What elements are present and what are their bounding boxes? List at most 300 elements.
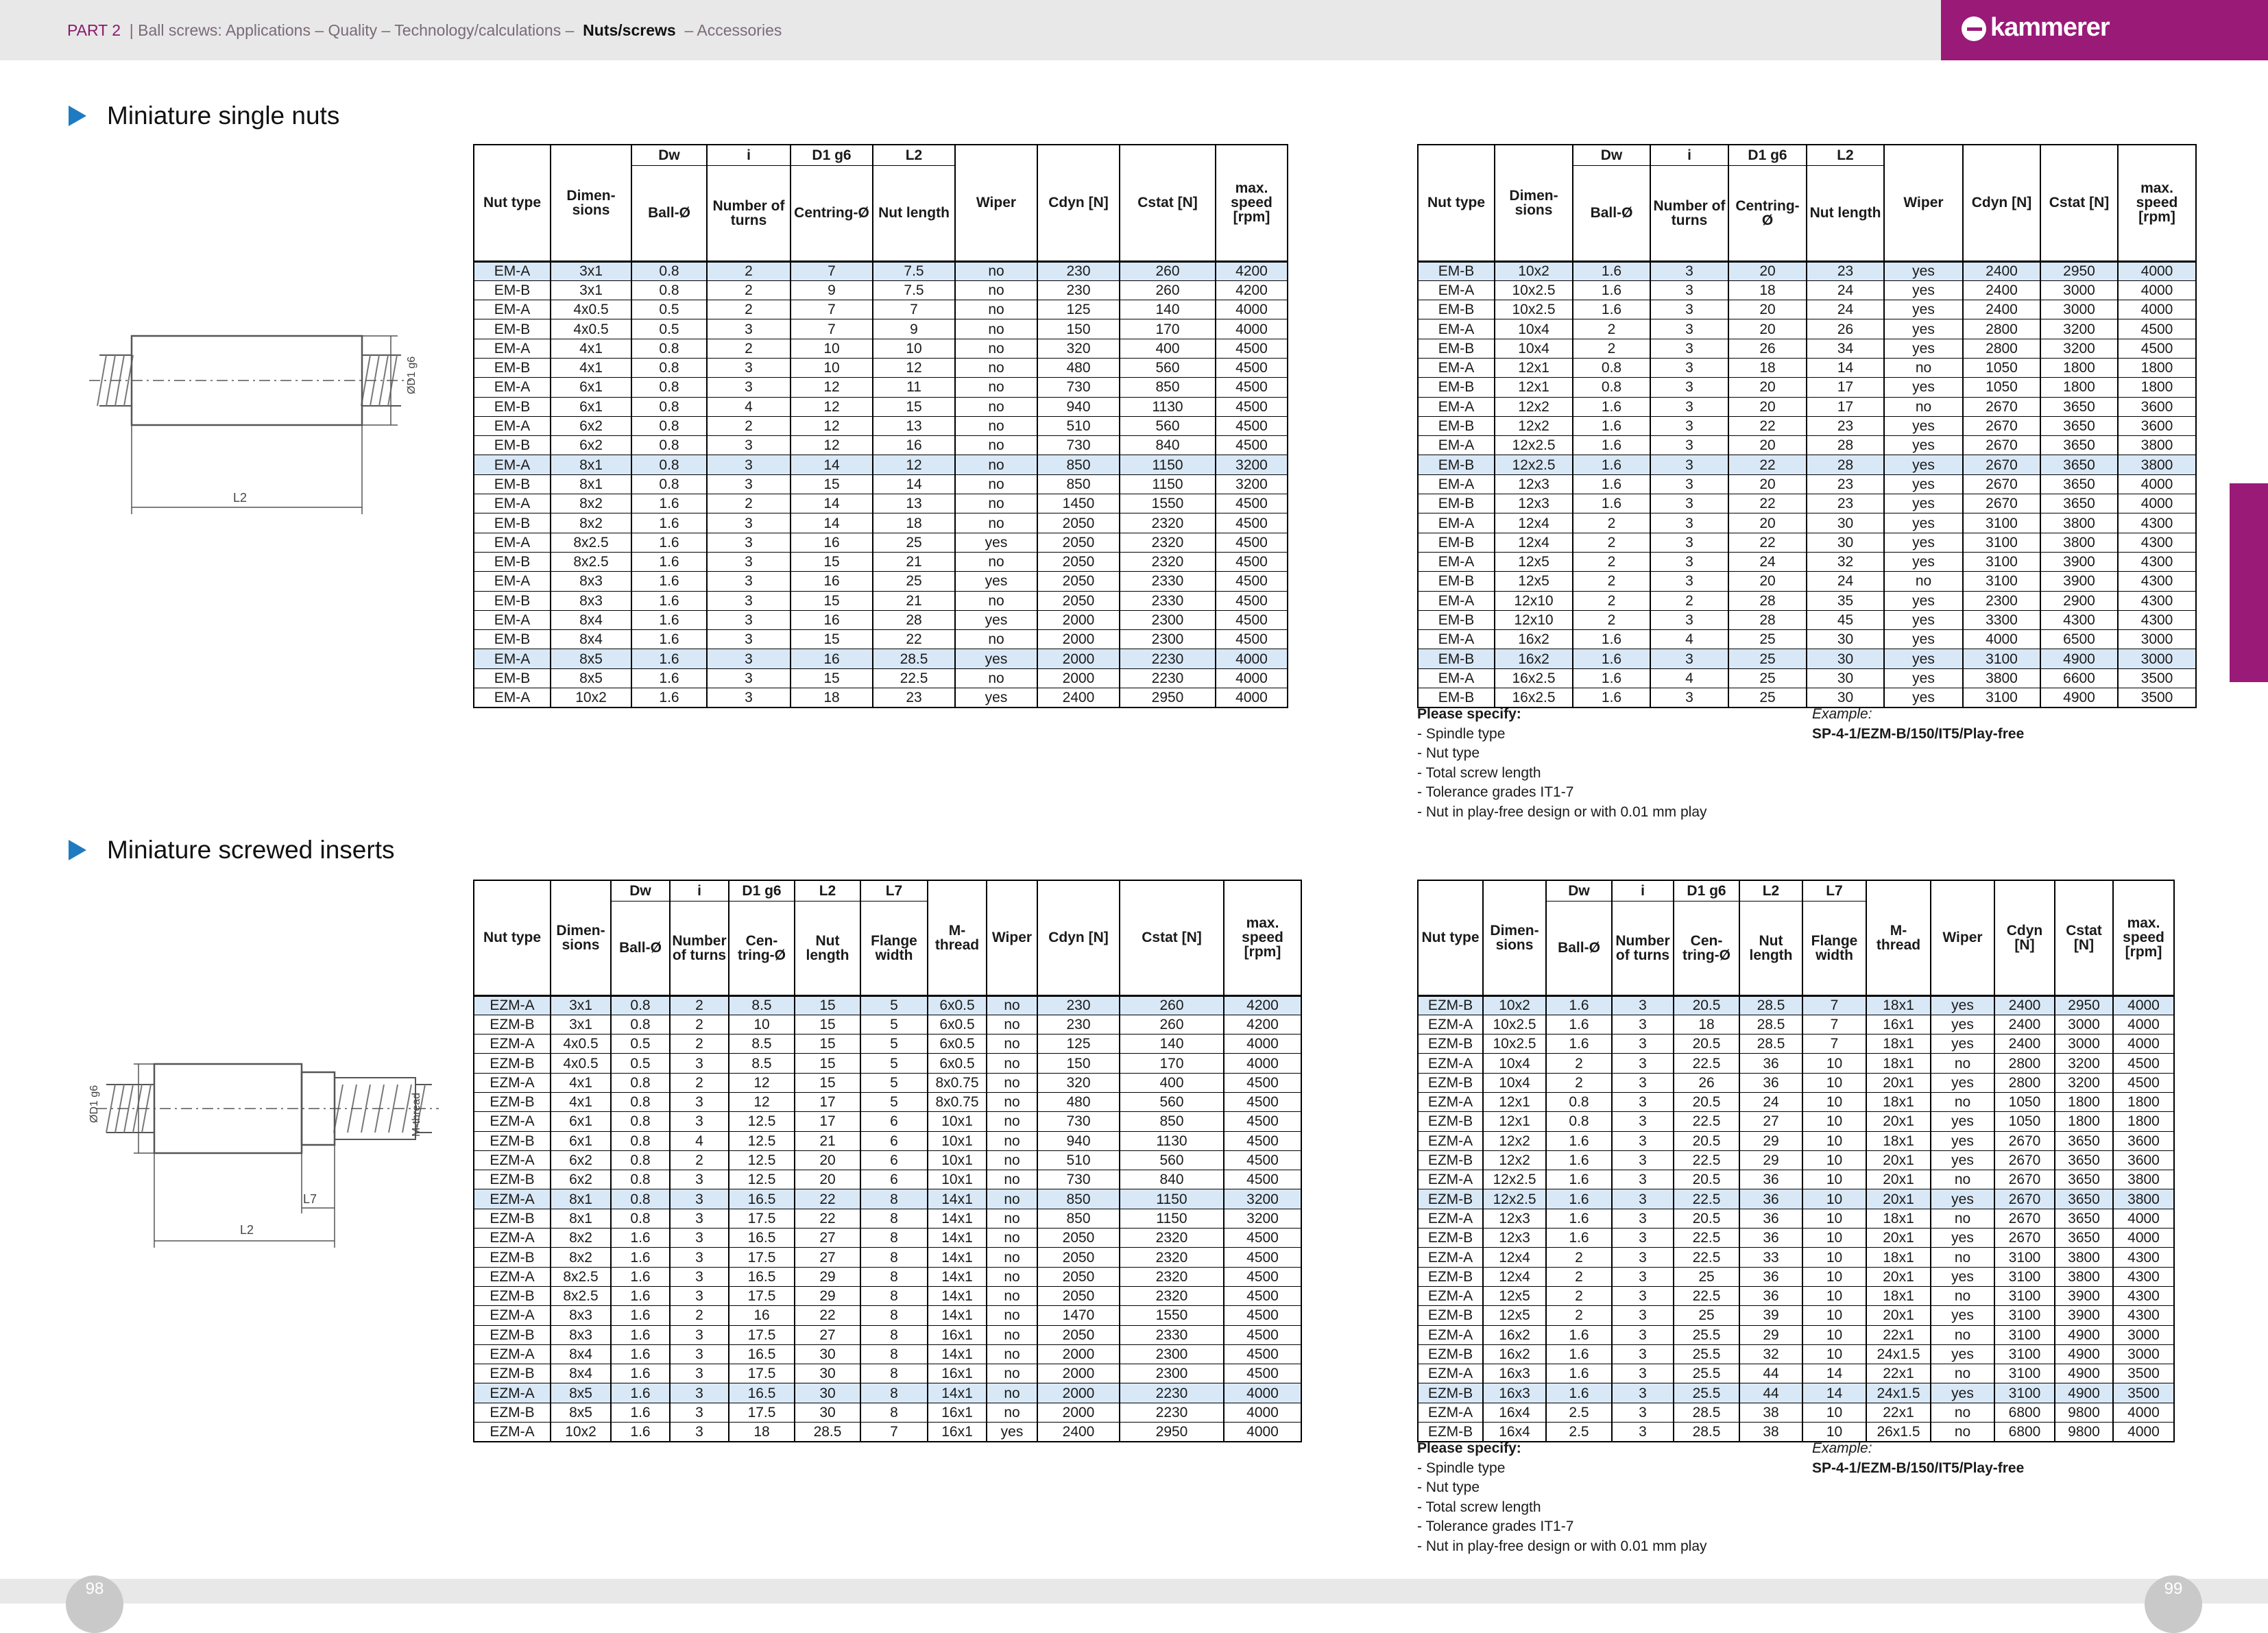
table-cell: 6x2	[551, 436, 631, 455]
table-cell: 10x4	[1483, 1073, 1546, 1092]
table-cell: 6	[860, 1170, 928, 1189]
th-cdyn: Cdyn [N]	[1037, 880, 1120, 995]
table-cell: 3200	[1216, 474, 1288, 494]
table-row	[1418, 1306, 2174, 1325]
table-cell: 15	[791, 474, 873, 494]
table-cell: 1050	[1994, 1112, 2055, 1131]
table-cell: 6x2	[551, 1170, 611, 1189]
table-cell: 2950	[1120, 1423, 1224, 1442]
table-cell: 4500	[1216, 494, 1288, 513]
table-row	[1418, 533, 2196, 552]
table-cell: yes	[955, 649, 1037, 668]
table-cell: 2400	[1963, 280, 2040, 300]
table-cell: 3900	[2055, 1286, 2113, 1305]
th-wiper: Wiper	[1931, 880, 1994, 995]
table-cell: 12x1	[1495, 378, 1573, 397]
table-cell: 23	[1807, 494, 1884, 513]
table-row	[474, 1383, 1301, 1403]
table-cell: 4x1	[551, 358, 631, 377]
table-cell: EM-B	[1418, 688, 1495, 707]
table-cell: EZM-B	[474, 1054, 551, 1073]
table-row	[1418, 397, 2196, 416]
table-cell: EM-B	[474, 591, 551, 610]
table-cell: 12	[791, 436, 873, 455]
th-sym-l2: L2	[873, 145, 955, 165]
table-cell: 16x4	[1483, 1423, 1546, 1442]
table-cell: 22	[795, 1306, 860, 1325]
table-cell: 2	[1573, 610, 1650, 629]
table-cell: 2330	[1120, 1325, 1224, 1344]
table-cell: EM-B	[474, 436, 551, 455]
table-cell: 2	[670, 1073, 729, 1092]
table-cell: 25.5	[1674, 1325, 1739, 1344]
table-cell: 2400	[1037, 688, 1120, 707]
section-title-single-nuts: Miniature single nuts	[69, 101, 339, 130]
th-sym-d1: D1 g6	[1674, 880, 1739, 901]
table-row	[474, 1131, 1301, 1150]
table-cell: EM-A	[474, 455, 551, 474]
table-row	[1418, 280, 2196, 300]
table-cell: 2670	[1994, 1229, 2055, 1248]
th-nut-length: Nut length	[1807, 165, 1884, 261]
table-cell: 29	[1739, 1131, 1802, 1150]
table-cell: 17	[1807, 397, 1884, 416]
table-cell: 4500	[1216, 630, 1288, 649]
table-cell: 4000	[1216, 668, 1288, 688]
table-cell: 3	[707, 513, 791, 533]
table-cell: 8	[860, 1209, 928, 1228]
table-cell: 1.6	[1573, 455, 1650, 474]
table-cell: 2230	[1120, 649, 1216, 668]
table-cell: 10x1	[928, 1170, 987, 1189]
table-cell: 29	[795, 1267, 860, 1286]
inserts-table-right	[1417, 880, 2175, 1442]
table-cell: 7	[791, 300, 873, 319]
table-cell: yes	[1931, 1306, 1994, 1325]
table-cell: 4500	[1224, 1267, 1301, 1286]
table-cell: 10	[1802, 1189, 1866, 1209]
table-cell: 3	[670, 1112, 729, 1131]
table-cell: 3	[1650, 416, 1728, 435]
table-cell: 1.6	[611, 1344, 670, 1364]
table-cell: EM-B	[474, 474, 551, 494]
table-cell: 12x5	[1495, 572, 1573, 591]
table-cell: 20	[1728, 474, 1807, 494]
table-cell: 15	[791, 591, 873, 610]
table-row	[474, 1344, 1301, 1364]
table-cell: 6600	[2040, 668, 2118, 688]
table-cell: 22x1	[1866, 1403, 1931, 1422]
table-cell: 3900	[2040, 572, 2118, 591]
table-cell: 17	[1807, 378, 1884, 397]
table-cell: 1.6	[1546, 995, 1612, 1015]
table-cell: 1.6	[1546, 1209, 1612, 1228]
table-cell: 4300	[2040, 610, 2118, 629]
table-cell: 3	[1612, 1209, 1674, 1228]
table-cell: 4900	[2055, 1364, 2113, 1383]
table-cell: 10	[1802, 1306, 1866, 1325]
table-cell: 3100	[1994, 1344, 2055, 1364]
table-cell: 20	[1728, 261, 1807, 280]
table-cell: 2050	[1037, 533, 1120, 552]
th-wiper: Wiper	[955, 145, 1037, 261]
table-cell: no	[987, 1267, 1037, 1286]
table-cell: 3	[670, 1423, 729, 1442]
specify-title: Please specify:	[1417, 706, 1521, 722]
table-cell: 230	[1037, 280, 1120, 300]
table-cell: 7	[791, 261, 873, 280]
th-speed: max. speed [rpm]	[2113, 880, 2174, 995]
table-cell: 3	[670, 1229, 729, 1248]
table-cell: 6x0.5	[928, 1015, 987, 1034]
table-row	[1418, 1131, 2174, 1150]
table-cell: 4x1	[551, 1092, 611, 1111]
table-cell: 3000	[2040, 300, 2118, 319]
table-cell: 3500	[2118, 668, 2196, 688]
table-cell: 12	[791, 397, 873, 416]
table-cell: EZM-B	[1418, 1306, 1483, 1325]
table-cell: no	[987, 1150, 1037, 1170]
table-cell: 1550	[1120, 1306, 1224, 1325]
table-cell: 3	[1650, 572, 1728, 591]
table-cell: 3	[1612, 1092, 1674, 1111]
th-sym-l2: L2	[1807, 145, 1884, 165]
table-cell: 2300	[1120, 1364, 1224, 1383]
table-cell: EM-A	[474, 610, 551, 629]
table-cell: EM-B	[1418, 455, 1495, 474]
table-cell: 4300	[2113, 1267, 2174, 1286]
table-cell: 2050	[1037, 1229, 1120, 1248]
table-cell: 4000	[2113, 1229, 2174, 1248]
table-cell: 14x1	[928, 1286, 987, 1305]
table-cell: 10	[1802, 1054, 1866, 1073]
table-cell: 2000	[1037, 1383, 1120, 1403]
table-cell: 2670	[1994, 1170, 2055, 1189]
table-row	[474, 358, 1288, 377]
table-cell: 6800	[1994, 1423, 2055, 1442]
table-cell: 6	[860, 1131, 928, 1150]
drawing-label-d1: ØD1 g6	[406, 356, 418, 394]
table-cell: 7	[860, 1423, 928, 1442]
table-cell: 2	[707, 261, 791, 280]
table-cell: 0.5	[611, 1054, 670, 1073]
th-sym-l2: L2	[795, 880, 860, 901]
table-cell: EM-A	[474, 339, 551, 358]
table-cell: 2800	[1994, 1073, 2055, 1092]
table-cell: 22x1	[1866, 1364, 1931, 1383]
table-cell: no	[987, 1344, 1037, 1364]
table-row	[1418, 1344, 2174, 1364]
table-cell: 3	[1612, 1054, 1674, 1073]
table-cell: 12.5	[729, 1112, 795, 1131]
table-cell: 16.5	[729, 1267, 795, 1286]
table-cell: 10	[1802, 1423, 1866, 1442]
table-cell: 4900	[2055, 1325, 2113, 1344]
table-cell: 4000	[2113, 1403, 2174, 1422]
table-cell: 18	[873, 513, 955, 533]
table-cell: 840	[1120, 1170, 1224, 1189]
table-cell: 2	[1573, 339, 1650, 358]
table-cell: 2320	[1120, 1286, 1224, 1305]
table-cell: 25.5	[1674, 1344, 1739, 1364]
table-cell: 2670	[1994, 1189, 2055, 1209]
table-cell: 22.5	[1674, 1248, 1739, 1267]
table-cell: EM-B	[474, 319, 551, 339]
table-cell: 4500	[1224, 1248, 1301, 1267]
table-cell: 16.5	[729, 1189, 795, 1209]
table-cell: 4000	[1224, 1423, 1301, 1442]
table-cell: 10x2.5	[1483, 1035, 1546, 1054]
table-cell: 15	[791, 630, 873, 649]
table-cell: 20	[1728, 319, 1807, 339]
table-cell: 8x1	[551, 1189, 611, 1209]
table-cell: yes	[955, 533, 1037, 552]
table-cell: 3	[1612, 1423, 1674, 1442]
table-cell: 3	[670, 1209, 729, 1228]
table-cell: 3	[1650, 378, 1728, 397]
table-cell: 30	[1807, 513, 1884, 533]
table-cell: no	[955, 339, 1037, 358]
table-cell: 20	[1728, 378, 1807, 397]
table-row	[474, 572, 1288, 591]
table-cell: no	[1884, 572, 1963, 591]
table-cell: EZM-B	[1418, 1267, 1483, 1286]
table-cell: 3300	[1963, 610, 2040, 629]
table-cell: 730	[1037, 1170, 1120, 1189]
table-cell: EZM-B	[474, 1209, 551, 1228]
table-row	[474, 1092, 1301, 1111]
th-dimensions: Dimen-sions	[551, 880, 611, 995]
table-row	[474, 610, 1288, 629]
table-row	[474, 474, 1288, 494]
table-cell: 1.6	[611, 1383, 670, 1403]
table-cell: 3	[670, 1170, 729, 1189]
th-sym-l7: L7	[860, 880, 928, 901]
table-cell: yes	[1884, 474, 1963, 494]
table-cell: 260	[1120, 280, 1216, 300]
table-cell: 8x2	[551, 513, 631, 533]
table-cell: EZM-A	[474, 1344, 551, 1364]
table-cell: 3x1	[551, 995, 611, 1015]
table-cell: yes	[1884, 455, 1963, 474]
table-cell: 3650	[2055, 1189, 2113, 1209]
table-cell: 16x4	[1483, 1403, 1546, 1422]
th-cstat: Cstat [N]	[2055, 880, 2113, 995]
table-cell: 6x0.5	[928, 995, 987, 1015]
table-cell: 850	[1037, 455, 1120, 474]
table-cell: 4000	[2113, 995, 2174, 1015]
table-cell: yes	[1884, 552, 1963, 571]
table-cell: 4500	[1224, 1170, 1301, 1189]
table-cell: 0.8	[1573, 378, 1650, 397]
table-row	[474, 300, 1288, 319]
table-cell: 36	[1739, 1054, 1802, 1073]
table-cell: EZM-B	[474, 1403, 551, 1422]
table-cell: 3x1	[551, 1015, 611, 1034]
table-cell: 4000	[2118, 474, 2196, 494]
table-cell: 2050	[1037, 513, 1120, 533]
table-cell: 1.6	[611, 1423, 670, 1442]
table-cell: 0.5	[631, 300, 707, 319]
table-cell: 16x1	[928, 1423, 987, 1442]
table-cell: 21	[795, 1131, 860, 1150]
table-cell: no	[1931, 1054, 1994, 1073]
th-cstat: Cstat [N]	[1120, 880, 1224, 995]
table-cell: 3	[707, 649, 791, 668]
table-cell: 8x4	[551, 630, 631, 649]
th-mthread: M-thread	[1866, 880, 1931, 995]
table-cell: 560	[1120, 416, 1216, 435]
table-cell: 12x2	[1495, 416, 1573, 435]
table-cell: 36	[1739, 1229, 1802, 1248]
table-cell: 480	[1037, 358, 1120, 377]
table-cell: 1150	[1120, 455, 1216, 474]
table-cell: 20x1	[1866, 1150, 1931, 1170]
table-cell: no	[987, 1092, 1037, 1111]
table-cell: 16.5	[729, 1383, 795, 1403]
table-cell: 20x1	[1866, 1112, 1931, 1131]
table-cell: 4x0.5	[551, 300, 631, 319]
table-cell: 0.5	[631, 319, 707, 339]
table-cell: 25	[1728, 668, 1807, 688]
table-cell: 24	[1807, 300, 1884, 319]
table-cell: 1.6	[611, 1286, 670, 1305]
table-cell: 4300	[2118, 552, 2196, 571]
table-cell: 12x2.5	[1495, 455, 1573, 474]
table-cell: 14	[791, 513, 873, 533]
table-cell: 3000	[2113, 1325, 2174, 1344]
table-cell: 20x1	[1866, 1306, 1931, 1325]
table-cell: EM-A	[1418, 668, 1495, 688]
table-cell: 14	[1802, 1383, 1866, 1403]
table-cell: 2320	[1120, 552, 1216, 571]
table-cell: 1.6	[611, 1229, 670, 1248]
table-cell: 2	[707, 416, 791, 435]
table-cell: 8x2	[551, 1229, 611, 1248]
table-cell: 24x1.5	[1866, 1383, 1931, 1403]
table-cell: no	[987, 1383, 1037, 1403]
th-nut-type: Nut type	[474, 145, 551, 261]
table-row	[1418, 261, 2196, 280]
table-cell: 2320	[1120, 533, 1216, 552]
table-cell: yes	[1931, 1131, 1994, 1150]
table-cell: 3900	[2040, 552, 2118, 571]
table-cell: 12x2	[1495, 397, 1573, 416]
th-speed: max. speed [rpm]	[1224, 880, 1301, 995]
th-cdyn: Cdyn [N]	[1037, 145, 1120, 261]
table-cell: 3500	[2113, 1383, 2174, 1403]
table-cell: no	[987, 1035, 1037, 1054]
table-cell: 18x1	[1866, 1035, 1931, 1054]
table-row	[474, 513, 1288, 533]
table-cell: 2	[670, 1035, 729, 1054]
table-cell: EM-B	[474, 513, 551, 533]
table-cell: 510	[1037, 416, 1120, 435]
table-cell: 1.6	[1573, 668, 1650, 688]
table-cell: 22.5	[1674, 1189, 1739, 1209]
table-cell: 30	[795, 1344, 860, 1364]
table-cell: 14	[791, 494, 873, 513]
table-cell: 10	[1802, 1170, 1866, 1189]
table-cell: EZM-A	[1418, 1286, 1483, 1305]
table-cell: yes	[1884, 591, 1963, 610]
table-cell: 8.5	[729, 1035, 795, 1054]
table-cell: 4000	[2113, 1015, 2174, 1034]
table-cell: 3	[707, 552, 791, 571]
table-cell: 20	[1728, 572, 1807, 591]
table-cell: 6x2	[551, 1150, 611, 1170]
table-row	[474, 533, 1288, 552]
table-cell: 260	[1120, 995, 1224, 1015]
table-cell: 14x1	[928, 1267, 987, 1286]
table-cell: EZM-A	[1418, 1248, 1483, 1267]
table-cell: 2670	[1963, 455, 2040, 474]
table-cell: 8x0.75	[928, 1092, 987, 1111]
table-cell: 3650	[2055, 1229, 2113, 1248]
table-cell: 4x0.5	[551, 1035, 611, 1054]
table-cell: 16	[791, 572, 873, 591]
table-cell: 3	[1650, 300, 1728, 319]
table-cell: 4x0.5	[551, 319, 631, 339]
table-cell: 3800	[2118, 436, 2196, 455]
breadcrumb-pre: | Ball screws: Applications – Quality – Technology/calculations –	[129, 21, 575, 39]
page-header	[0, 0, 2268, 60]
table-cell: 16x2	[1483, 1325, 1546, 1344]
table-cell: 17.5	[729, 1403, 795, 1422]
table-cell: 4x1	[551, 339, 631, 358]
table-cell: 0.8	[1546, 1092, 1612, 1111]
table-cell: 3600	[2118, 416, 2196, 435]
table-cell: 3	[1612, 1073, 1674, 1092]
table-cell: 8x1	[551, 474, 631, 494]
table-cell: 2330	[1120, 591, 1216, 610]
table-cell: 1.6	[1573, 300, 1650, 319]
table-cell: 22x1	[1866, 1325, 1931, 1344]
table-cell: 22	[1728, 494, 1807, 513]
table-cell: 4500	[1224, 1112, 1301, 1131]
th-speed: max. speed [rpm]	[1216, 145, 1288, 261]
table-cell: 3650	[2040, 474, 2118, 494]
table-cell: 2400	[1037, 1423, 1120, 1442]
table-cell: 11	[873, 378, 955, 397]
table-cell: EM-A	[1418, 591, 1495, 610]
table-cell: 1.6	[611, 1403, 670, 1422]
table-cell: 3	[1612, 1364, 1674, 1383]
table-cell: 30	[1807, 649, 1884, 668]
table-cell: 25	[873, 572, 955, 591]
table-cell: 1.6	[1573, 688, 1650, 707]
table-cell: 25.5	[1674, 1383, 1739, 1403]
th-dimensions: Dimen-sions	[551, 145, 631, 261]
table-cell: no	[955, 513, 1037, 533]
table-cell: 12x3	[1483, 1209, 1546, 1228]
table-cell: yes	[1884, 300, 1963, 319]
table-cell: 1.6	[611, 1364, 670, 1383]
table-cell: no	[1931, 1403, 1994, 1422]
table-cell: 10	[791, 358, 873, 377]
table-cell: 260	[1120, 1015, 1224, 1034]
table-cell: 0.8	[631, 280, 707, 300]
table-cell: 3	[1650, 474, 1728, 494]
table-cell: EM-A	[474, 300, 551, 319]
table-cell: 7	[791, 319, 873, 339]
table-cell: 10x4	[1495, 339, 1573, 358]
table-cell: 850	[1037, 1189, 1120, 1209]
table-cell: EZM-B	[474, 1131, 551, 1150]
table-cell: 12.5	[729, 1170, 795, 1189]
th-sym-dw: Dw	[1573, 145, 1650, 165]
table-cell: yes	[1931, 1189, 1994, 1209]
